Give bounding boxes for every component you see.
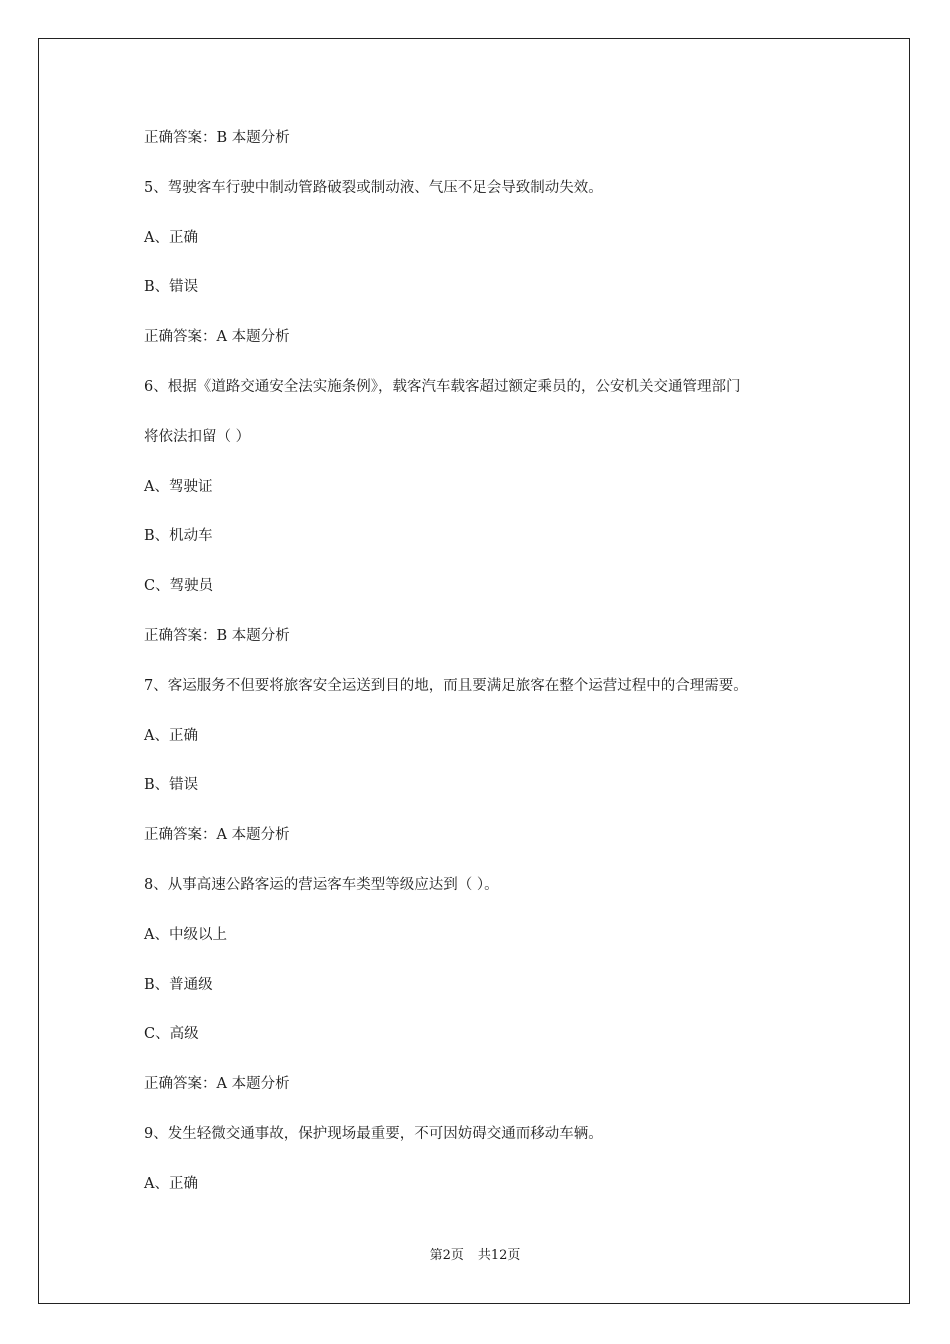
option-c: C、高级 [144,1026,199,1043]
answer-line: 正确答案：A 本题分析 [144,329,290,346]
answer-line: 正确答案：B 本题分析 [144,130,290,146]
option-a: A、正确 [144,1175,198,1192]
option-a: A、正确 [144,727,198,744]
document-body [144,126,844,1222]
answer-line: 正确答案：A 本题分析 [144,827,290,844]
question-6: 6、根据《道路交通安全法实施条例》，载客汽车载客超过额定乘员的，公安机关交通管理部门 [144,378,741,395]
question-9: 9、发生轻微交通事故，保护现场最重要，不可因妨碍交通而移动车辆。 [144,1125,603,1142]
option-a: A、中级以上 [144,926,227,943]
option-b: B、普通级 [144,976,213,993]
option-b: B、错误 [144,279,199,296]
question-8: 8、从事高速公路客运的营运客车类型等级应达到（ ）。 [144,876,499,893]
answer-line: 正确答案：A 本题分析 [144,1076,290,1093]
option-b: B、机动车 [144,528,213,545]
option-b: B、错误 [144,777,199,794]
page-number: 第2页 [429,1248,464,1263]
page-total: 共12页 [477,1248,521,1263]
option-a: A、正确 [144,229,198,246]
answer-line: 正确答案：B 本题分析 [144,627,290,644]
question-5: 5、驾驶客车行驶中制动管路破裂或制动液、气压不足会导致制动失效。 [144,179,603,196]
page-footer [0,1246,950,1266]
question-6-continued: 将依法扣留（ ） [144,428,251,445]
option-a: A、驾驶证 [144,478,213,495]
question-7: 7、客运服务不但要将旅客安全运送到目的地，而且要满足旅客在整个运营过程中的合理需要。 [144,677,748,694]
option-c: C、驾驶员 [144,578,214,595]
